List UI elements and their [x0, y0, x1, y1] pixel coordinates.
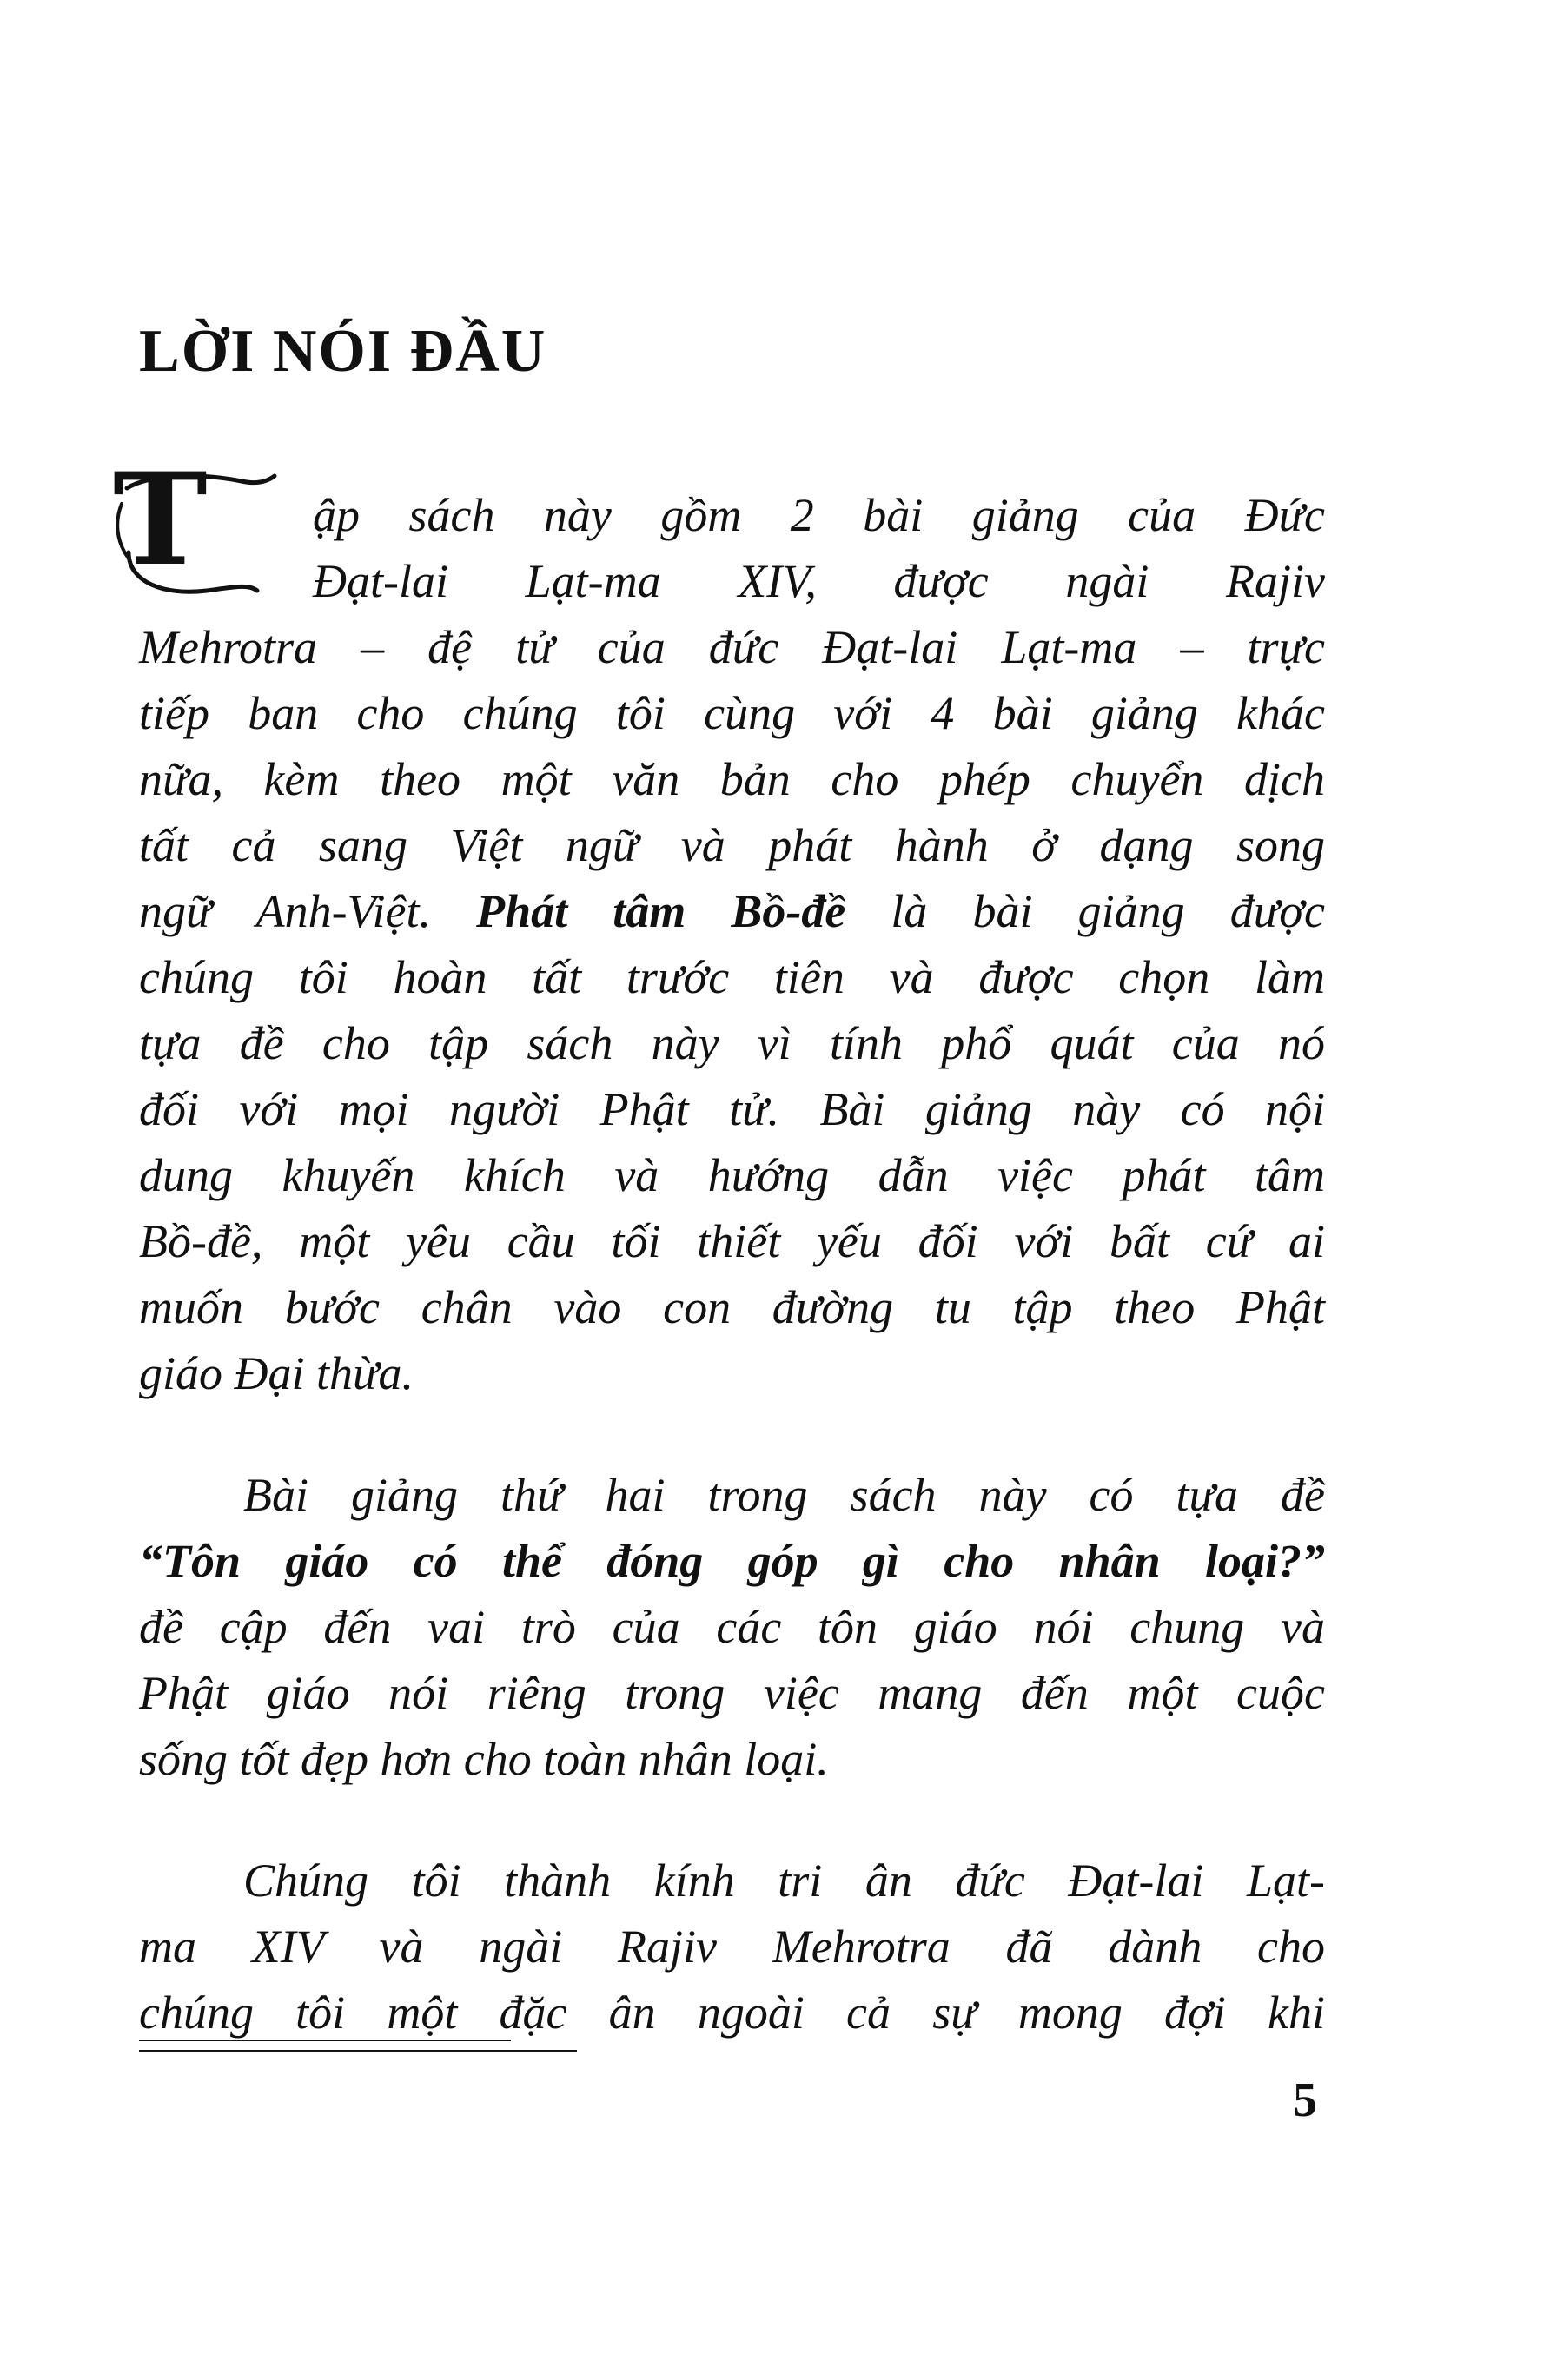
text-run: đề cập đến vai trò của các tôn giáo nói chung và — [139, 1601, 1325, 1653]
bold-phrase: “Tôn giáo có thể đóng góp gì cho nhân loại?” — [139, 1535, 1325, 1587]
text-run: đối với mọi người Phật tử. Bài giảng này có nội — [139, 1083, 1325, 1135]
text-line — [139, 1528, 1325, 1594]
text-line — [313, 548, 1325, 614]
text-run: ập sách này gồm 2 bài giảng của Đức — [313, 489, 1325, 541]
text-run: là bài giảng được — [845, 885, 1325, 937]
footnote-rule-top — [139, 2040, 511, 2041]
text-run: ngữ Anh-Việt. — [139, 885, 477, 937]
text-run: giáo Đại thừa. — [139, 1347, 414, 1399]
text-line — [139, 1914, 1325, 1980]
text-line — [139, 944, 1325, 1010]
text-run: tiếp ban cho chúng tôi cùng với 4 bài giảng khác — [139, 687, 1325, 739]
text-run: Đạt-lai Lạt-ma XIV, được ngài Rajiv — [313, 555, 1325, 607]
text-line — [139, 1980, 1325, 2046]
text-line — [139, 1274, 1325, 1340]
text-line — [313, 482, 1325, 548]
text-run: Bồ-đề, một yêu cầu tối thiết yếu đối với bất cứ ai — [139, 1215, 1325, 1267]
text-line — [139, 680, 1325, 746]
page-number: 5 — [1293, 2073, 1317, 2127]
text-run: tất cả sang Việt ngữ và phát hành ở dạng song — [139, 819, 1325, 871]
text-run: nữa, kèm theo một văn bản cho phép chuyển dịch — [139, 753, 1325, 805]
footnote-rule-bottom — [139, 2050, 577, 2052]
text-line — [139, 1594, 1325, 1660]
text-line — [139, 1660, 1325, 1726]
text-run: chúng tôi một đặc ân ngoài cả sự mong đợi khi — [139, 1987, 1325, 2039]
text-run: dung khuyến khích và hướng dẫn việc phát tâm — [139, 1149, 1325, 1201]
text-run: Mehrotra – đệ tử của đức Đạt-lai Lạt-ma – trực — [139, 621, 1325, 673]
text-line — [139, 1726, 1325, 1792]
text-run: tựa đề cho tập sách này vì tính phổ quát của nó — [139, 1017, 1325, 1069]
text-line — [139, 1340, 1325, 1406]
page-title: LỜI NÓI ĐẦU — [139, 318, 547, 385]
text-run: ma XIV và ngài Rajiv Mehrotra đã dành cho — [139, 1921, 1325, 1973]
text-line — [139, 614, 1325, 680]
drop-cap-letter: T — [113, 446, 208, 594]
text-run: chúng tôi hoàn tất trước tiên và được chọn làm — [139, 951, 1325, 1003]
text-run: sống tốt đẹp hơn cho toàn nhân loại. — [139, 1733, 829, 1785]
text-line — [139, 746, 1325, 812]
text-run: Chúng tôi thành kính tri ân đức Đạt-lai Lạt- — [243, 1854, 1325, 1907]
text-run: muốn bước chân vào con đường tu tập theo Phật — [139, 1281, 1325, 1333]
text-line — [243, 1462, 1325, 1528]
text-line — [243, 1848, 1325, 1914]
text-line — [139, 1208, 1325, 1274]
text-line — [139, 812, 1325, 878]
text-line — [139, 878, 1325, 944]
text-line — [139, 1142, 1325, 1208]
text-run: Bài giảng thứ hai trong sách này có tựa đề — [243, 1469, 1325, 1521]
bold-phrase: Phát tâm Bồ-đề — [476, 885, 846, 937]
text-line — [139, 1076, 1325, 1142]
text-run: Phật giáo nói riêng trong việc mang đến một cuộc — [139, 1667, 1325, 1719]
text-line — [139, 1010, 1325, 1076]
drop-cap-ornament — [103, 446, 320, 599]
